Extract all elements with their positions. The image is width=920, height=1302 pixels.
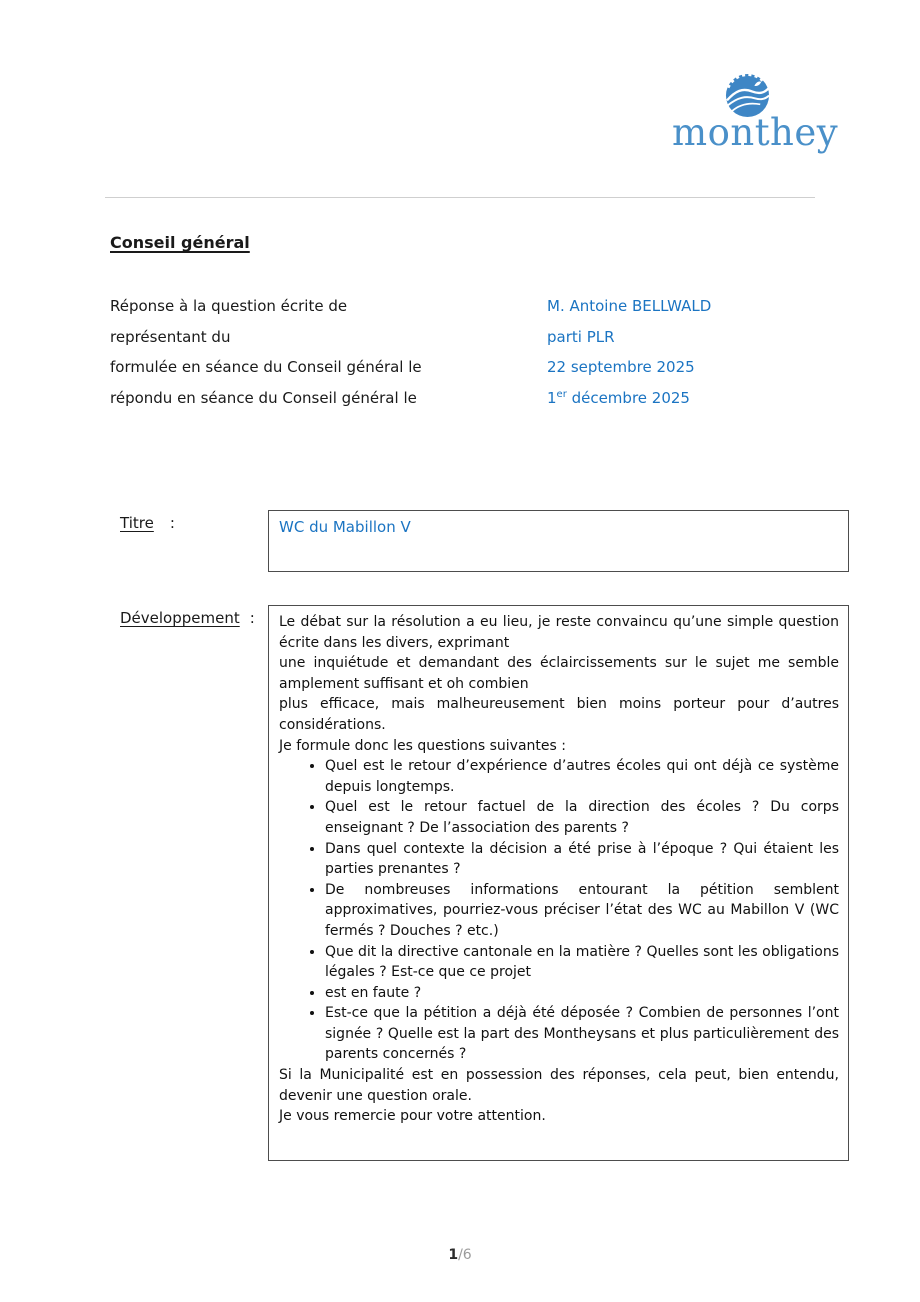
- meta-row-date-asked: [110, 357, 850, 378]
- meta-row-date-answered: [110, 388, 850, 409]
- meta-value-date-answered: [547, 388, 690, 409]
- meta-value-date-asked: 22 septembre 2025: [547, 358, 695, 376]
- question-bullet: • est en faute ?: [325, 983, 839, 1004]
- meta-table: [110, 296, 850, 418]
- page-footer: [0, 1246, 920, 1264]
- titre-colon: :: [169, 514, 175, 532]
- titre-value: WC du Mabillon V: [279, 518, 411, 536]
- titre-label-row: [120, 513, 175, 533]
- meta-label: représentant du: [110, 327, 231, 346]
- paragraph: Je formule donc les questions suivantes :: [279, 737, 566, 754]
- page-number-total: /6: [458, 1247, 472, 1263]
- titre-label: Titre: [120, 514, 154, 532]
- question-bullet-list: [279, 756, 839, 1065]
- page-title: Conseil général: [110, 233, 250, 252]
- developpement-label: Développement: [120, 609, 240, 627]
- paragraph: une inquiétude et demandant des éclaircissements sur le sujet me semble amplement suffisant et oh combien: [279, 655, 839, 692]
- meta-row-party: [110, 327, 850, 348]
- date-day: 1: [547, 388, 557, 407]
- paragraph: Le débat sur la résolution a eu lieu, je reste convaincu qu’une simple question écrite dans les divers, exprimant: [279, 614, 839, 651]
- meta-value-party: parti PLR: [547, 327, 615, 346]
- monthey-logo: [672, 72, 839, 154]
- meta-row-author: [110, 296, 850, 317]
- date-rest: décembre 2025: [566, 388, 690, 407]
- question-bullet: • Dans quel contexte la décision a été prise à l’époque ? Qui étaient les parties prenantes ?: [325, 839, 839, 880]
- question-bullet: • Quel est le retour d’expérience d’autres écoles qui ont déjà ce système depuis longtemps.: [325, 756, 839, 797]
- paragraph: Je vous remercie pour votre attention.: [279, 1108, 546, 1125]
- meta-label: répondu en séance du Conseil général le: [110, 388, 417, 407]
- date-ordinal-sup: er: [556, 388, 567, 400]
- meta-label: formulée en séance du Conseil général le: [110, 358, 422, 376]
- question-bullet: • De nombreuses informations entourant la pétition semblent approximatives, pourriez-vous préciser l’état des WC au Mabillon V (WC fermés ? Douches ? etc.): [325, 880, 839, 942]
- meta-value-author: M. Antoine BELLWALD: [547, 297, 712, 315]
- developpement-field-box: [268, 605, 849, 1161]
- intro-paragraphs: [279, 612, 839, 756]
- page-number-current: 1: [448, 1247, 459, 1263]
- monthey-wordmark: monthey: [672, 111, 839, 154]
- developpement-label-row: [120, 608, 255, 628]
- question-bullet: • Est-ce que la pétition a déjà été déposée ? Combien de personnes l’ont signée ? Quelle est la part des Montheysans et plus particulièrement des parents concernés ?: [325, 1003, 839, 1065]
- question-bullet: • Quel est le retour factuel de la direction des écoles ? Du corps enseignant ? De l’association des parents ?: [325, 797, 839, 838]
- question-bullet: • Que dit la directive cantonale en la matière ? Quelles sont les obligations légales ? Est-ce que ce projet: [325, 942, 839, 983]
- paragraph: plus efficace, mais malheureusement bien moins porteur pour d’autres considérations.: [279, 696, 839, 733]
- meta-label: Réponse à la question écrite de: [110, 297, 348, 315]
- paragraph: Si la Municipalité est en possession des réponses, cela peut, bien entendu, devenir une question orale.: [279, 1067, 839, 1104]
- titre-field-box: [268, 510, 849, 572]
- developpement-colon: :: [249, 609, 255, 627]
- developpement-text: [279, 612, 839, 1127]
- header-divider: [105, 197, 815, 198]
- closing-paragraphs: [279, 1065, 839, 1127]
